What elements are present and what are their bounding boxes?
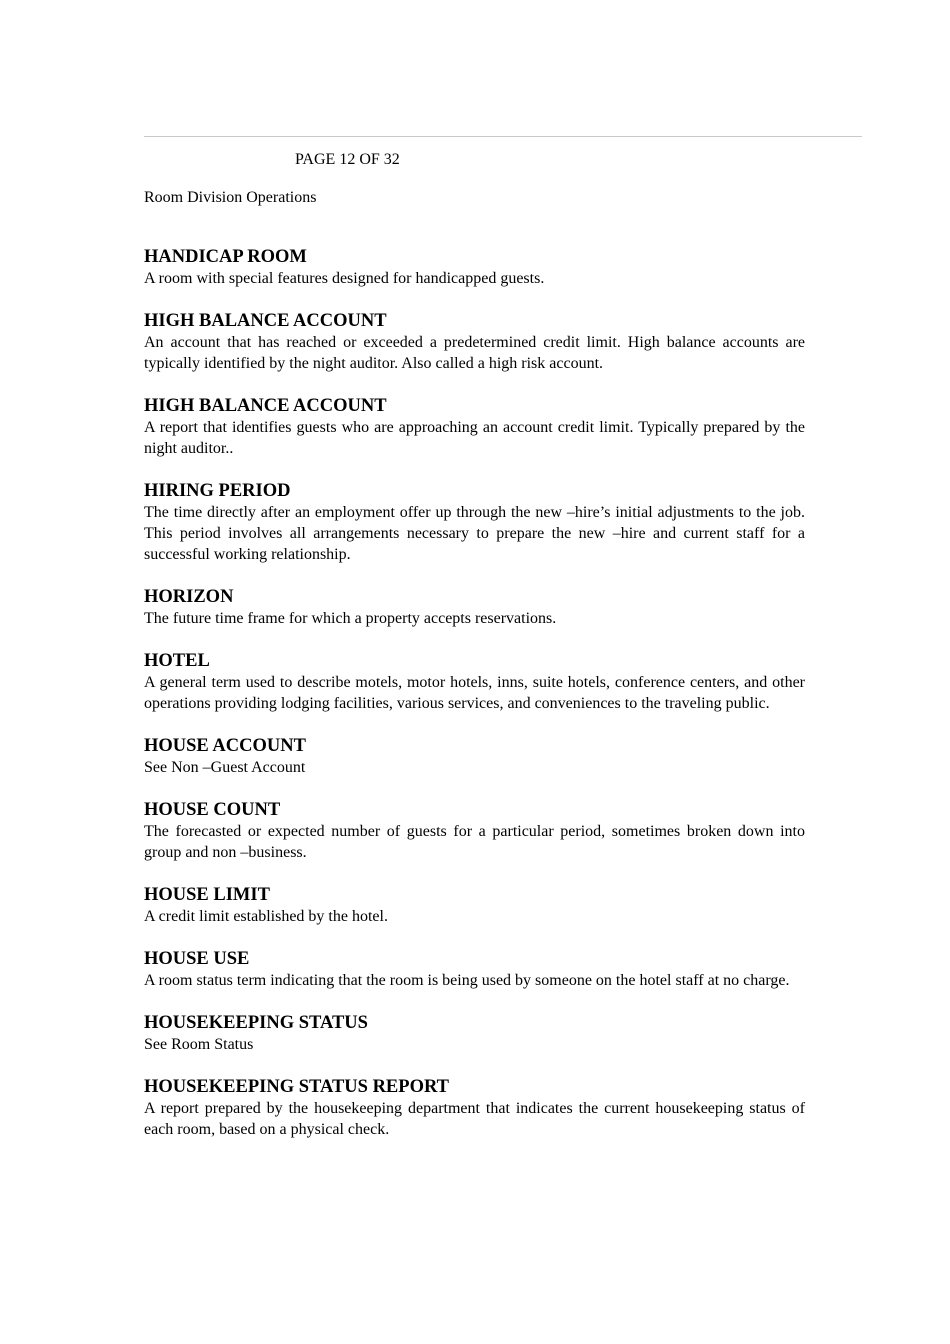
entry-term: HORIZON (144, 587, 234, 607)
glossary-entry (144, 799, 805, 863)
entry-definition: The time directly after an employment offer up through the new –hire’s initial adjustments to the job. This period involves all arrangements necessary to prepare the new –hire and current staff for a successful working relationship. (144, 504, 805, 563)
entry-definition: A room with special features designed for handicapped guests. (144, 270, 545, 287)
glossary-entry (144, 884, 805, 927)
entry-term: HOUSE ACCOUNT (144, 736, 306, 756)
glossary-entry (144, 1012, 805, 1055)
entry-definition: A room status term indicating that the room is being used by someone on the hotel staff at no charge. (144, 972, 790, 989)
entry-term: HOUSEKEEPING STATUS (144, 1013, 368, 1033)
entry-definition: The forecasted or expected number of guests for a particular period, sometimes broken down into group and non –business. (144, 823, 805, 861)
entry-definition: The future time frame for which a property accepts reservations. (144, 610, 557, 627)
entry-definition: A report prepared by the housekeeping department that indicates the current housekeeping status of each room, based on a physical check. (144, 1100, 805, 1138)
entry-term: HOUSEKEEPING STATUS REPORT (144, 1077, 450, 1097)
entry-definition: See Non –Guest Account (144, 759, 306, 776)
glossary-entry (144, 948, 805, 991)
glossary-entry (144, 395, 805, 459)
entry-definition: See Room Status (144, 1036, 254, 1053)
entry-term: HIRING PERIOD (144, 481, 291, 501)
glossary-entry (144, 246, 805, 289)
glossary-entry (144, 1076, 805, 1140)
header-divider (144, 136, 862, 137)
glossary-entry (144, 310, 805, 374)
entry-term: HOUSE USE (144, 949, 250, 969)
glossary-entry (144, 735, 805, 778)
entry-term: HANDICAP ROOM (144, 247, 307, 267)
entry-term: HIGH BALANCE ACCOUNT (144, 311, 387, 331)
entry-definition: A credit limit established by the hotel. (144, 908, 388, 925)
entry-definition: A general term used to describe motels, motor hotels, inns, suite hotels, conference centers, and other operations providing lodging facilities, various services, and conveniences to the traveling public. (144, 674, 805, 712)
glossary-entry (144, 650, 805, 714)
glossary-entry (144, 480, 805, 565)
entry-term: HIGH BALANCE ACCOUNT (144, 396, 387, 416)
entry-term: HOUSE LIMIT (144, 885, 270, 905)
document-title: Room Division Operations (144, 189, 317, 206)
entry-definition: An account that has reached or exceeded a predetermined credit limit. High balance accounts are typically identified by the night auditor. Also called a high risk account. (144, 334, 805, 372)
entry-definition: A report that identifies guests who are approaching an account credit limit. Typically prepared by the night auditor.. (144, 419, 805, 457)
glossary-entries (144, 246, 805, 1161)
entry-term: HOTEL (144, 651, 210, 671)
entry-term: HOUSE COUNT (144, 800, 281, 820)
glossary-entry (144, 586, 805, 629)
page-number: PAGE 12 OF 32 (295, 151, 400, 168)
